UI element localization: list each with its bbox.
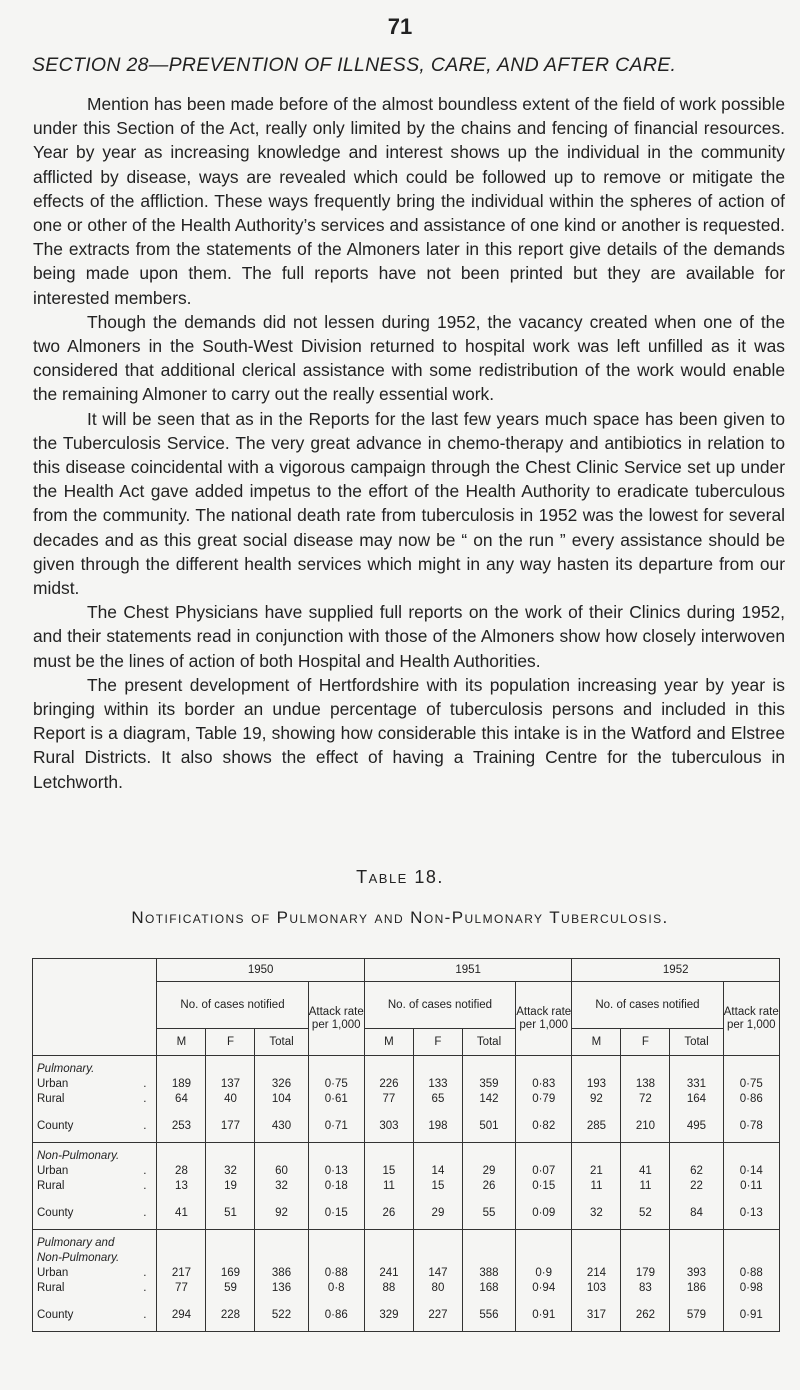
county-value-cell: 227 bbox=[428, 1309, 448, 1321]
value-column bbox=[621, 1143, 670, 1230]
row-label bbox=[37, 1164, 156, 1179]
value-cell: 388 bbox=[479, 1267, 499, 1279]
spacer bbox=[572, 1062, 620, 1077]
spacer bbox=[621, 1062, 669, 1077]
spacer bbox=[516, 1251, 571, 1266]
county-value-cell: 177 bbox=[220, 1120, 241, 1132]
leader-dot: . bbox=[143, 1165, 147, 1177]
county-value-cell: 0·13 bbox=[739, 1207, 763, 1219]
county-value-cell: 0·91 bbox=[739, 1309, 763, 1321]
value-cell: 0·07 bbox=[532, 1165, 556, 1177]
spacer bbox=[206, 1107, 254, 1119]
county-value-cell: 0·86 bbox=[324, 1309, 348, 1321]
spacer bbox=[463, 1107, 515, 1119]
value-cell: 103 bbox=[586, 1282, 606, 1294]
county-value-cell: 579 bbox=[686, 1309, 707, 1321]
cases-header: No. of cases notified bbox=[157, 982, 308, 1029]
attack-rate-header: Attack rate per 1,000 bbox=[516, 982, 572, 1056]
spacer bbox=[463, 1251, 515, 1266]
page-number: 71 bbox=[387, 14, 413, 39]
spacer bbox=[37, 1107, 156, 1119]
county-value-cell: 303 bbox=[379, 1120, 399, 1132]
spacer bbox=[206, 1236, 254, 1251]
value-column bbox=[364, 1143, 413, 1230]
spacer bbox=[255, 1236, 307, 1251]
value-column bbox=[255, 1230, 308, 1332]
value-column bbox=[157, 1143, 206, 1230]
county-value-cell: 262 bbox=[635, 1309, 656, 1321]
cases-header: No. of cases notified bbox=[572, 982, 723, 1029]
tuberculosis-table bbox=[32, 958, 780, 1332]
leader-dot: . bbox=[143, 1180, 147, 1192]
value-cell: 137 bbox=[220, 1078, 241, 1090]
value-cell: 72 bbox=[639, 1093, 652, 1105]
value-cell: 138 bbox=[635, 1078, 656, 1090]
attack-rate-header: Attack rate per 1,000 bbox=[308, 982, 364, 1056]
spacer bbox=[365, 1062, 413, 1077]
county-value-cell: 253 bbox=[171, 1120, 192, 1132]
county-value-cell: 522 bbox=[271, 1309, 292, 1321]
value-column bbox=[723, 1143, 779, 1230]
county-value-cell: 0·82 bbox=[532, 1120, 556, 1132]
category-label: Non-Pulmonary. bbox=[37, 1150, 120, 1162]
spacer bbox=[157, 1251, 205, 1266]
value-cell: 0·13 bbox=[324, 1165, 348, 1177]
value-column bbox=[723, 1230, 779, 1332]
spacer bbox=[621, 1194, 669, 1206]
value-cell: 0·86 bbox=[739, 1093, 763, 1105]
value-cell: 393 bbox=[686, 1267, 707, 1279]
value-cell: 21 bbox=[590, 1165, 603, 1177]
leader-dot: . bbox=[143, 1078, 147, 1090]
value-cell: 15 bbox=[382, 1165, 396, 1177]
value-column bbox=[670, 1056, 723, 1143]
value-column bbox=[364, 1056, 413, 1143]
spacer bbox=[157, 1062, 205, 1077]
value-cell: 142 bbox=[479, 1093, 499, 1105]
value-cell: 80 bbox=[431, 1282, 445, 1294]
spacer bbox=[724, 1296, 779, 1308]
category-label: Pulmonary and bbox=[37, 1237, 115, 1249]
spacer bbox=[572, 1107, 620, 1119]
value-cell: 19 bbox=[224, 1180, 237, 1192]
value-column bbox=[516, 1143, 572, 1230]
spacer bbox=[309, 1194, 364, 1206]
value-cell: 331 bbox=[686, 1078, 707, 1090]
spacer bbox=[670, 1107, 722, 1119]
paragraph: It will be seen that as in the Reports for the last few years much space has been given to the Tuberculosis Service. The very great advance in chemo-therapy and antibiotics in relation to this disease coincidental with a vigorous campaign through the Chest Clinic Service set up under the Health Act gave added impetus to the effort of the Health Authority to eradicate tuberculous from the community. The national death rate from tuberculosis in 1952 was the lowest for several decades and as this great social disease may now be “ on the run ” every assistance should be given through the different health services which might in any way hasten its departure from our midst. bbox=[33, 408, 785, 599]
row-label-text: Rural bbox=[37, 1093, 65, 1105]
value-column bbox=[516, 1230, 572, 1332]
value-column bbox=[255, 1056, 308, 1143]
table-group-row bbox=[33, 1230, 780, 1332]
value-cell: 169 bbox=[220, 1267, 241, 1279]
table-caption: Table 18. bbox=[356, 867, 444, 887]
col-f: F bbox=[621, 1029, 670, 1056]
spacer bbox=[463, 1149, 515, 1164]
col-m: M bbox=[572, 1029, 621, 1056]
paragraph: Though the demands did not lessen during 1952, the vacancy created when one of the two Almoners in the South-West Division returned to hospital work was left unfilled as it was considered that additional clerical assistance with some redistribution of the work would enable the remaining Almoner to carry out the really essential work. bbox=[33, 311, 785, 405]
county-value-cell: 285 bbox=[586, 1120, 606, 1132]
spacer bbox=[572, 1296, 620, 1308]
category-label: Non-Pulmonary. bbox=[37, 1252, 120, 1264]
county-value-cell: 430 bbox=[271, 1120, 292, 1132]
row-label-text: Rural bbox=[37, 1282, 65, 1294]
value-cell: 59 bbox=[224, 1282, 237, 1294]
spacer bbox=[365, 1194, 413, 1206]
row-labels bbox=[33, 1230, 157, 1332]
value-cell: 104 bbox=[271, 1093, 292, 1105]
county-value-cell: 0·91 bbox=[532, 1309, 556, 1321]
value-column bbox=[670, 1143, 723, 1230]
county-value-cell: 228 bbox=[220, 1309, 241, 1321]
leader-dot: . bbox=[143, 1267, 147, 1279]
leader-dot: . bbox=[143, 1120, 147, 1132]
spacer bbox=[724, 1251, 779, 1266]
value-cell: 136 bbox=[271, 1282, 292, 1294]
value-column bbox=[516, 1056, 572, 1143]
value-cell: 65 bbox=[431, 1093, 445, 1105]
county-value-cell: 0·71 bbox=[324, 1120, 348, 1132]
value-cell: 0·75 bbox=[739, 1078, 763, 1090]
spacer bbox=[621, 1251, 669, 1266]
spacer bbox=[670, 1236, 722, 1251]
spacer bbox=[516, 1296, 571, 1308]
leader-dot: . bbox=[143, 1309, 147, 1321]
spacer bbox=[516, 1236, 571, 1251]
leader-dot: . bbox=[143, 1207, 147, 1219]
year-header: 1951 bbox=[364, 959, 571, 982]
county-value-cell: 51 bbox=[224, 1207, 237, 1219]
value-cell: 62 bbox=[690, 1165, 703, 1177]
spacer bbox=[255, 1251, 307, 1266]
spacer bbox=[309, 1296, 364, 1308]
county-value-cell: 26 bbox=[382, 1207, 396, 1219]
cases-header: No. of cases notified bbox=[364, 982, 515, 1029]
value-cell: 29 bbox=[482, 1165, 496, 1177]
value-cell: 28 bbox=[175, 1165, 188, 1177]
spacer bbox=[414, 1296, 462, 1308]
spacer bbox=[255, 1149, 307, 1164]
col-total: Total bbox=[670, 1029, 723, 1056]
value-cell: 0·75 bbox=[324, 1078, 348, 1090]
spacer bbox=[670, 1149, 722, 1164]
year-header: 1950 bbox=[157, 959, 364, 982]
county-label bbox=[37, 1119, 156, 1134]
spacer bbox=[463, 1194, 515, 1206]
spacer bbox=[516, 1149, 571, 1164]
spacer bbox=[670, 1062, 722, 1077]
county-label-text: County bbox=[37, 1309, 74, 1321]
value-column bbox=[621, 1230, 670, 1332]
row-label-text: Urban bbox=[37, 1078, 69, 1090]
value-cell: 217 bbox=[171, 1267, 192, 1279]
value-column bbox=[462, 1143, 515, 1230]
row-label bbox=[37, 1179, 156, 1194]
attack-rate-header: Attack rate per 1,000 bbox=[723, 982, 779, 1056]
spacer bbox=[157, 1107, 205, 1119]
paragraph: The present development of Hertfordshire with its population increasing year by year is bringing within its border an undue percentage of tuberculosis persons and included in this Report is a diagram, Table 19, showing how considerable this intake is in the Watford and Elstree Rural Districts. It also shows the effect of having a Training Centre for the tuberculous in Letchworth. bbox=[33, 674, 785, 792]
spacer bbox=[206, 1296, 254, 1308]
spacer bbox=[414, 1149, 462, 1164]
table-body bbox=[33, 1056, 780, 1332]
value-cell: 179 bbox=[635, 1267, 656, 1279]
spacer bbox=[724, 1236, 779, 1251]
value-cell: 40 bbox=[224, 1093, 237, 1105]
value-cell: 26 bbox=[482, 1180, 496, 1192]
spacer bbox=[365, 1296, 413, 1308]
spacer bbox=[516, 1062, 571, 1077]
value-cell: 168 bbox=[479, 1282, 499, 1294]
value-cell: 64 bbox=[175, 1093, 188, 1105]
value-cell: 193 bbox=[586, 1078, 606, 1090]
value-column bbox=[157, 1056, 206, 1143]
value-column bbox=[723, 1056, 779, 1143]
county-value-cell: 329 bbox=[379, 1309, 399, 1321]
value-column bbox=[364, 1230, 413, 1332]
row-labels bbox=[33, 1143, 157, 1230]
spacer bbox=[255, 1194, 307, 1206]
value-cell: 11 bbox=[590, 1180, 603, 1192]
spacer bbox=[206, 1062, 254, 1077]
value-column bbox=[621, 1056, 670, 1143]
value-column bbox=[308, 1056, 364, 1143]
spacer bbox=[516, 1107, 571, 1119]
spacer bbox=[365, 1107, 413, 1119]
row-label-text: Rural bbox=[37, 1180, 65, 1192]
col-m: M bbox=[157, 1029, 206, 1056]
spacer bbox=[365, 1149, 413, 1164]
col-f: F bbox=[206, 1029, 255, 1056]
spacer bbox=[414, 1107, 462, 1119]
spacer bbox=[157, 1296, 205, 1308]
county-value-cell: 29 bbox=[431, 1207, 445, 1219]
spacer bbox=[572, 1236, 620, 1251]
county-value-cell: 317 bbox=[586, 1309, 606, 1321]
value-column bbox=[206, 1056, 255, 1143]
spacer bbox=[309, 1236, 364, 1251]
spacer bbox=[414, 1251, 462, 1266]
county-value-cell: 198 bbox=[428, 1120, 448, 1132]
row-labels bbox=[33, 1056, 157, 1143]
spacer bbox=[309, 1107, 364, 1119]
spacer bbox=[621, 1149, 669, 1164]
spacer bbox=[309, 1062, 364, 1077]
value-column bbox=[462, 1056, 515, 1143]
value-column bbox=[308, 1143, 364, 1230]
value-cell: 0·18 bbox=[324, 1180, 348, 1192]
row-label bbox=[37, 1092, 156, 1107]
value-cell: 0·79 bbox=[532, 1093, 556, 1105]
county-value-cell: 92 bbox=[275, 1207, 288, 1219]
value-cell: 60 bbox=[275, 1165, 288, 1177]
spacer bbox=[572, 1251, 620, 1266]
value-cell: 22 bbox=[690, 1180, 703, 1192]
value-cell: 77 bbox=[382, 1093, 396, 1105]
value-cell: 0·83 bbox=[532, 1078, 556, 1090]
spacer bbox=[37, 1194, 156, 1206]
value-cell: 83 bbox=[639, 1282, 652, 1294]
county-label-text: County bbox=[37, 1207, 74, 1219]
col-f: F bbox=[413, 1029, 462, 1056]
table-title: Notifications of Pulmonary and Non-Pulmonary Tuberculosis. bbox=[131, 908, 669, 927]
county-label bbox=[37, 1206, 156, 1221]
paragraph: Mention has been made before of the almost boundless extent of the field of work possible under this Section of the Act, really only limited by the chains and fencing of financial resources. Year by year as increasing knowledge and interest shows up the individual in the community afflicted by disease, ways are revealed which could be followed up to remove or mitigate the effects of the affliction. These ways frequently bring the individual within the spheres of action of one or other of the Health Authority’s services and assistance of one kind or another is requested. The extracts from the statements of the Almoners later in this report give details of the demands being made upon them. The full reports have not been printed but they are available for interested members. bbox=[33, 94, 785, 308]
value-cell: 226 bbox=[379, 1078, 399, 1090]
spacer bbox=[365, 1236, 413, 1251]
value-column bbox=[413, 1230, 462, 1332]
spacer bbox=[206, 1194, 254, 1206]
value-column bbox=[572, 1143, 621, 1230]
county-value-cell: 84 bbox=[690, 1207, 703, 1219]
value-column bbox=[308, 1230, 364, 1332]
value-cell: 11 bbox=[639, 1180, 652, 1192]
value-cell: 11 bbox=[382, 1180, 395, 1192]
value-column bbox=[572, 1056, 621, 1143]
row-label-text: Urban bbox=[37, 1267, 69, 1279]
spacer bbox=[724, 1194, 779, 1206]
spacer bbox=[621, 1236, 669, 1251]
spacer bbox=[463, 1062, 515, 1077]
year-header: 1952 bbox=[572, 959, 780, 982]
value-column bbox=[572, 1230, 621, 1332]
col-total: Total bbox=[255, 1029, 308, 1056]
county-value-cell: 41 bbox=[175, 1207, 188, 1219]
table-group-row bbox=[33, 1143, 780, 1230]
spacer bbox=[724, 1149, 779, 1164]
spacer bbox=[621, 1107, 669, 1119]
county-label-text: County bbox=[37, 1120, 74, 1132]
value-cell: 0·9 bbox=[535, 1267, 553, 1279]
value-cell: 0·98 bbox=[739, 1282, 763, 1294]
spacer bbox=[414, 1062, 462, 1077]
value-cell: 32 bbox=[224, 1165, 237, 1177]
spacer bbox=[572, 1149, 620, 1164]
spacer bbox=[463, 1236, 515, 1251]
county-value-cell: 32 bbox=[590, 1207, 603, 1219]
county-value-cell: 495 bbox=[686, 1120, 707, 1132]
value-cell: 92 bbox=[590, 1093, 603, 1105]
spacer bbox=[724, 1062, 779, 1077]
value-cell: 359 bbox=[479, 1078, 499, 1090]
leader-dot: . bbox=[143, 1282, 147, 1294]
spacer bbox=[670, 1296, 722, 1308]
value-cell: 88 bbox=[382, 1282, 396, 1294]
county-value-cell: 294 bbox=[171, 1309, 192, 1321]
value-cell: 14 bbox=[431, 1165, 445, 1177]
body-text bbox=[33, 92, 785, 794]
value-cell: 147 bbox=[428, 1267, 448, 1279]
spacer bbox=[365, 1251, 413, 1266]
value-cell: 214 bbox=[586, 1267, 606, 1279]
value-cell: 13 bbox=[175, 1180, 188, 1192]
value-cell: 0·61 bbox=[324, 1093, 348, 1105]
row-label bbox=[37, 1281, 156, 1296]
spacer bbox=[309, 1251, 364, 1266]
spacer bbox=[255, 1062, 307, 1077]
value-cell: 186 bbox=[686, 1282, 707, 1294]
row-label-text: Urban bbox=[37, 1165, 69, 1177]
spacer bbox=[414, 1236, 462, 1251]
county-value-cell: 52 bbox=[639, 1207, 652, 1219]
county-value-cell: 210 bbox=[635, 1120, 656, 1132]
value-cell: 0·8 bbox=[327, 1282, 345, 1294]
value-cell: 164 bbox=[686, 1093, 707, 1105]
row-label bbox=[37, 1266, 156, 1281]
value-cell: 15 bbox=[431, 1180, 445, 1192]
value-cell: 241 bbox=[379, 1267, 399, 1279]
county-value-cell: 0·09 bbox=[532, 1207, 556, 1219]
county-value-cell: 0·15 bbox=[324, 1207, 348, 1219]
county-value-cell: 0·78 bbox=[739, 1120, 763, 1132]
value-cell: 0·15 bbox=[532, 1180, 556, 1192]
value-cell: 386 bbox=[271, 1267, 292, 1279]
value-cell: 0·14 bbox=[739, 1165, 763, 1177]
value-cell: 0·88 bbox=[324, 1267, 348, 1279]
header-blank bbox=[33, 959, 157, 1056]
spacer bbox=[255, 1107, 307, 1119]
value-cell: 32 bbox=[275, 1180, 288, 1192]
paragraph: The Chest Physicians have supplied full reports on the work of their Clinics during 1952, and their statements read in conjunction with those of the Almoners show how closely interwoven must be the lines of action of both Hospital and Health Authorities. bbox=[33, 602, 785, 671]
spacer bbox=[206, 1251, 254, 1266]
value-cell: 41 bbox=[639, 1165, 652, 1177]
value-column bbox=[157, 1230, 206, 1332]
value-column bbox=[462, 1230, 515, 1332]
category-label: Pulmonary. bbox=[37, 1063, 95, 1075]
spacer bbox=[621, 1296, 669, 1308]
county-label bbox=[37, 1308, 156, 1323]
col-m: M bbox=[364, 1029, 413, 1056]
section-title: SECTION 28—PREVENTION OF ILLNESS, CARE, AND AFTER CARE. bbox=[32, 54, 677, 76]
value-column bbox=[413, 1143, 462, 1230]
spacer bbox=[516, 1194, 571, 1206]
county-value-cell: 556 bbox=[479, 1309, 499, 1321]
value-cell: 0·88 bbox=[739, 1267, 763, 1279]
value-cell: 189 bbox=[171, 1078, 192, 1090]
spacer bbox=[157, 1149, 205, 1164]
table-group-row bbox=[33, 1056, 780, 1143]
county-value-cell: 501 bbox=[479, 1120, 499, 1132]
value-column bbox=[206, 1230, 255, 1332]
value-cell: 0·11 bbox=[740, 1180, 763, 1192]
value-column bbox=[413, 1056, 462, 1143]
spacer bbox=[309, 1149, 364, 1164]
value-cell: 77 bbox=[175, 1282, 188, 1294]
spacer bbox=[670, 1251, 722, 1266]
leader-dot: . bbox=[143, 1093, 147, 1105]
spacer bbox=[157, 1194, 205, 1206]
spacer bbox=[670, 1194, 722, 1206]
spacer bbox=[157, 1236, 205, 1251]
spacer bbox=[414, 1194, 462, 1206]
spacer bbox=[572, 1194, 620, 1206]
spacer bbox=[37, 1296, 156, 1308]
row-label bbox=[37, 1077, 156, 1092]
value-cell: 326 bbox=[271, 1078, 292, 1090]
county-value-cell: 55 bbox=[482, 1207, 496, 1219]
spacer bbox=[463, 1296, 515, 1308]
value-column bbox=[255, 1143, 308, 1230]
spacer bbox=[724, 1107, 779, 1119]
value-column bbox=[670, 1230, 723, 1332]
spacer bbox=[255, 1296, 307, 1308]
col-total: Total bbox=[462, 1029, 515, 1056]
value-cell: 0·94 bbox=[532, 1282, 556, 1294]
value-cell: 133 bbox=[428, 1078, 448, 1090]
value-column bbox=[206, 1143, 255, 1230]
spacer bbox=[206, 1149, 254, 1164]
